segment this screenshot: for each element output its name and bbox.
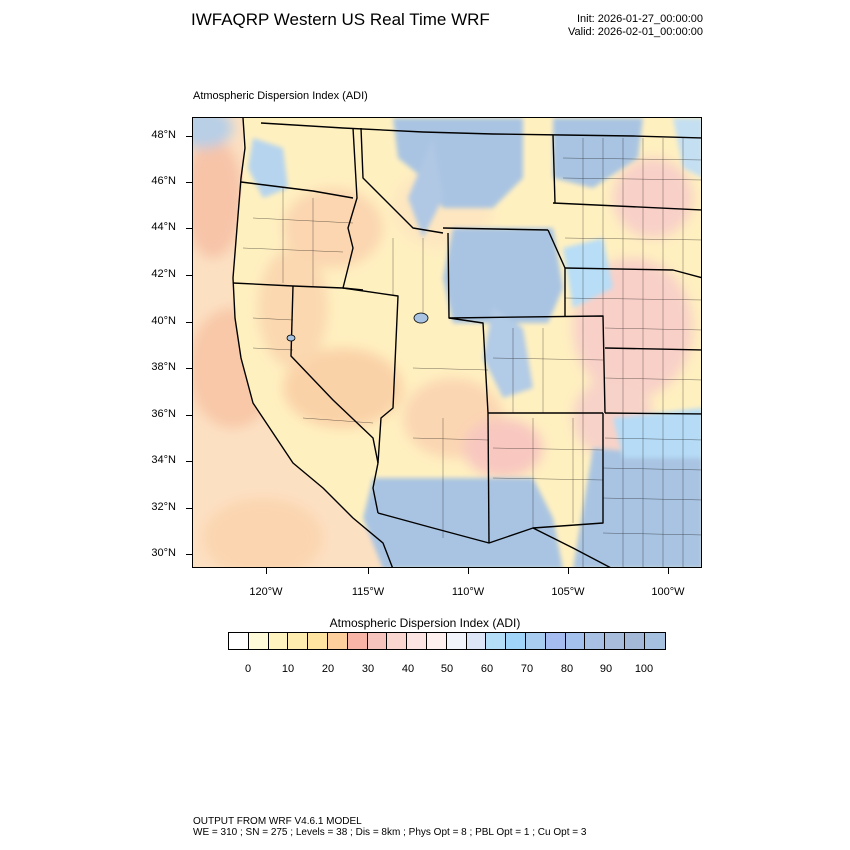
model-info-footer xyxy=(193,816,586,838)
init-valid-times xyxy=(520,13,703,39)
legend-swatch xyxy=(645,633,665,649)
lat-label-32: 32°N xyxy=(151,501,176,513)
legend-title: Atmospheric Dispersion Index (ADI) xyxy=(329,616,521,630)
legend-swatch xyxy=(368,633,388,649)
legend-swatch xyxy=(407,633,427,649)
legend-label: 100 xyxy=(634,663,654,675)
lat-tick xyxy=(186,322,192,323)
legend-label: 60 xyxy=(480,663,494,675)
lon-label-120: 120°W xyxy=(249,586,283,598)
lat-label-30: 30°N xyxy=(151,547,176,559)
lat-label-34: 34°N xyxy=(151,454,176,466)
legend-swatch xyxy=(387,633,407,649)
lat-tick xyxy=(186,554,192,555)
legend-label: 0 xyxy=(244,663,252,675)
legend-swatch xyxy=(546,633,566,649)
lat-tick xyxy=(186,461,192,462)
legend-swatch xyxy=(328,633,348,649)
lat-label-42: 42°N xyxy=(151,268,176,280)
map-subtitle: Atmospheric Dispersion Index (ADI) xyxy=(193,90,368,102)
lon-label-105: 105°W xyxy=(551,586,585,598)
model-info-line2: WE = 310 ; SN = 275 ; Levels = 38 ; Dis = 8km ; Phys Opt = 8 ; PBL Opt = 1 ; Cu Opt = 3 xyxy=(193,827,587,838)
legend-label: 90 xyxy=(599,663,613,675)
legend-swatch xyxy=(447,633,467,649)
model-info-line1: OUTPUT FROM WRF V4.6.1 MODEL xyxy=(193,816,362,827)
lat-tick xyxy=(186,275,192,276)
legend-label: 70 xyxy=(520,663,534,675)
lat-label-38: 38°N xyxy=(151,361,176,373)
legend-swatch xyxy=(288,633,308,649)
lat-tick xyxy=(186,228,192,229)
adi-map xyxy=(193,118,702,568)
legend-swatch xyxy=(585,633,605,649)
az-nm-border xyxy=(488,413,489,543)
legend-label: 50 xyxy=(440,663,454,675)
lat-label-46: 46°N xyxy=(151,175,176,187)
lon-tick xyxy=(266,568,267,574)
legend-colorbar xyxy=(228,632,666,650)
lon-tick xyxy=(368,568,369,574)
lat-label-48: 48°N xyxy=(151,129,176,141)
page-title: IWFAQRP Western US Real Time WRF xyxy=(191,10,490,29)
legend-label: 20 xyxy=(321,663,335,675)
lon-tick xyxy=(468,568,469,574)
lat-label-40: 40°N xyxy=(151,315,176,327)
legend-swatch xyxy=(605,633,625,649)
legend-label: 80 xyxy=(560,663,574,675)
map-panel xyxy=(192,117,702,568)
lat-tick xyxy=(186,508,192,509)
legend-swatch xyxy=(526,633,546,649)
lon-label-100: 100°W xyxy=(651,586,685,598)
lat-tick xyxy=(186,182,192,183)
legend-label: 10 xyxy=(281,663,295,675)
lat-tick xyxy=(186,415,192,416)
legend-swatch xyxy=(625,633,645,649)
legend-swatch xyxy=(506,633,526,649)
lat-tick xyxy=(186,136,192,137)
legend-swatch xyxy=(566,633,586,649)
legend-swatch xyxy=(269,633,289,649)
lat-label-44: 44°N xyxy=(151,221,176,233)
legend-swatch xyxy=(249,633,269,649)
legend-swatch xyxy=(229,633,249,649)
valid-time: Valid: 2026-02-01_00:00:00 xyxy=(568,26,703,38)
legend-swatch xyxy=(308,633,328,649)
legend-swatch xyxy=(467,633,487,649)
legend-swatch xyxy=(348,633,368,649)
init-time: Init: 2026-01-27_00:00:00 xyxy=(577,13,703,25)
lon-tick xyxy=(568,568,569,574)
lon-tick xyxy=(668,568,669,574)
legend-label: 40 xyxy=(401,663,415,675)
lon-label-110: 110°W xyxy=(451,586,485,598)
lat-tick xyxy=(186,368,192,369)
lat-label-36: 36°N xyxy=(151,408,176,420)
lon-label-115: 115°W xyxy=(351,586,385,598)
legend-swatch xyxy=(486,633,506,649)
legend-label: 30 xyxy=(361,663,375,675)
legend-swatch xyxy=(427,633,447,649)
